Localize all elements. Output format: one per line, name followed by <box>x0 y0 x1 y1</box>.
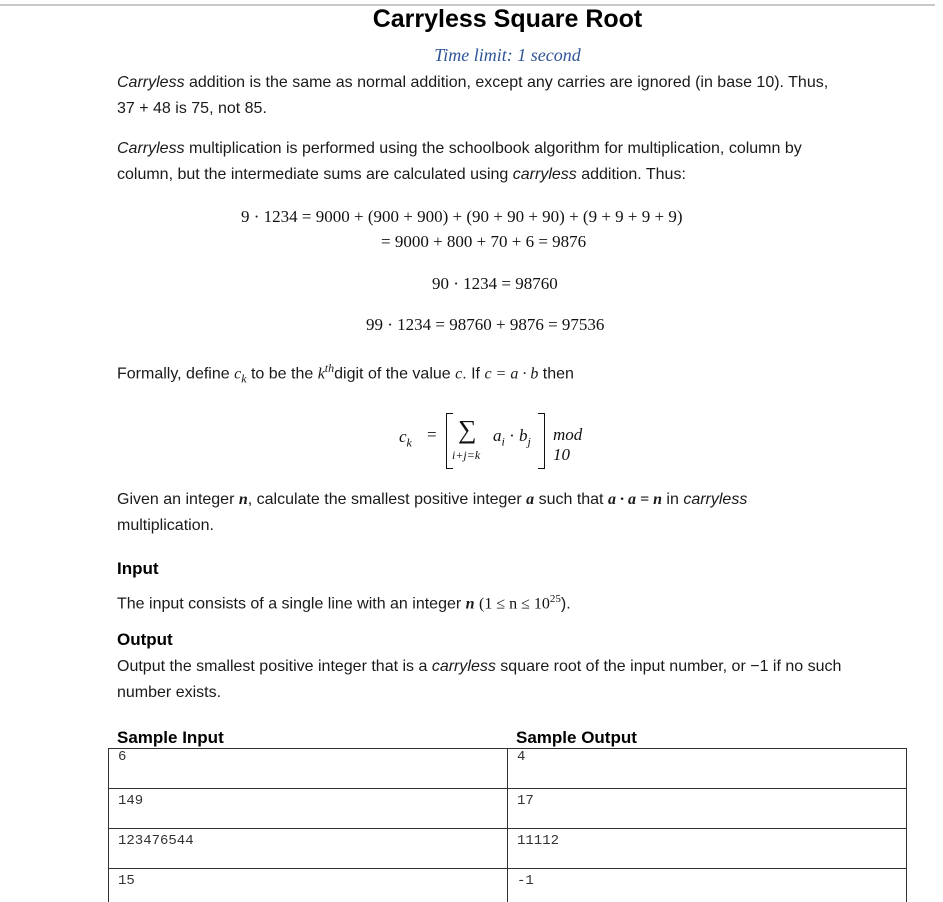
sum-term: $a_i \cdot b_j$ <box>493 426 531 449</box>
sum-symbol: ∑ <box>458 415 477 444</box>
output-description: Output the smallest positive integer that is a carryless square root of the input number, or −1 if no such number exists. <box>117 658 842 701</box>
task-statement: Given an integer n, calculate the smallest positive integer a such that a · a = n in carryless multiplication. <box>117 491 748 534</box>
sample-input-cell: 149 <box>108 789 508 828</box>
sample-output-cell: 11112 <box>507 829 907 868</box>
equation-3: 99 · 1234 = 98760 + 9876 = 97536 <box>366 315 605 334</box>
problem-title: Carryless Square Root <box>372 5 643 33</box>
formal-definition: Formally, define $c_k$ to be the $k^{th}digit$ of the value c. If c = a · b then <box>117 361 574 386</box>
intro-paragraph-1: Carryless addition is the same as normal addition, except any carries are ignored (in base 10). Thus, 37 + 48 is 75, not 85. <box>117 74 829 117</box>
time-limit: Time limit: 1 second <box>434 45 581 65</box>
carryless-term: Carryless <box>117 74 185 91</box>
intro-paragraph-2: Carryless multiplication is performed using the schoolbook algorithm for multiplication, column by column, but the intermediate sums are calculated using carryless addition. Thus: <box>117 140 802 183</box>
sample-input-cell: 6 <box>108 749 508 788</box>
sample-input-cell: 15 <box>108 869 508 902</box>
equation-1-line-2: = 9000 + 800 + 70 + 6 = 9876 <box>381 232 587 251</box>
input-description: The input consists of a single line with an integer n $(1 \le n \le 10^{25})$. <box>117 593 571 613</box>
output-heading: Output <box>117 630 173 649</box>
sample-output-cell: 17 <box>507 789 907 828</box>
sum-index: i+j=k <box>452 448 481 462</box>
equation-2: 90 · 1234 = 98760 <box>432 274 558 293</box>
input-heading: Input <box>117 559 159 578</box>
equation-1-line-1: 9 · 1234 = 9000 + (900 + 900) + (90 + 90 + 90) + (9 + 9 + 9 + 9) <box>241 207 683 226</box>
sample-input-cell: 123476544 <box>108 829 508 868</box>
sample-output-heading: Sample Output <box>516 728 637 747</box>
right-bracket <box>538 413 545 469</box>
sample-input-heading: Sample Input <box>117 728 224 747</box>
sample-output-cell: -1 <box>507 869 907 902</box>
mod-10: mod 10 <box>553 425 583 464</box>
sample-output-cell: 4 <box>507 749 907 788</box>
